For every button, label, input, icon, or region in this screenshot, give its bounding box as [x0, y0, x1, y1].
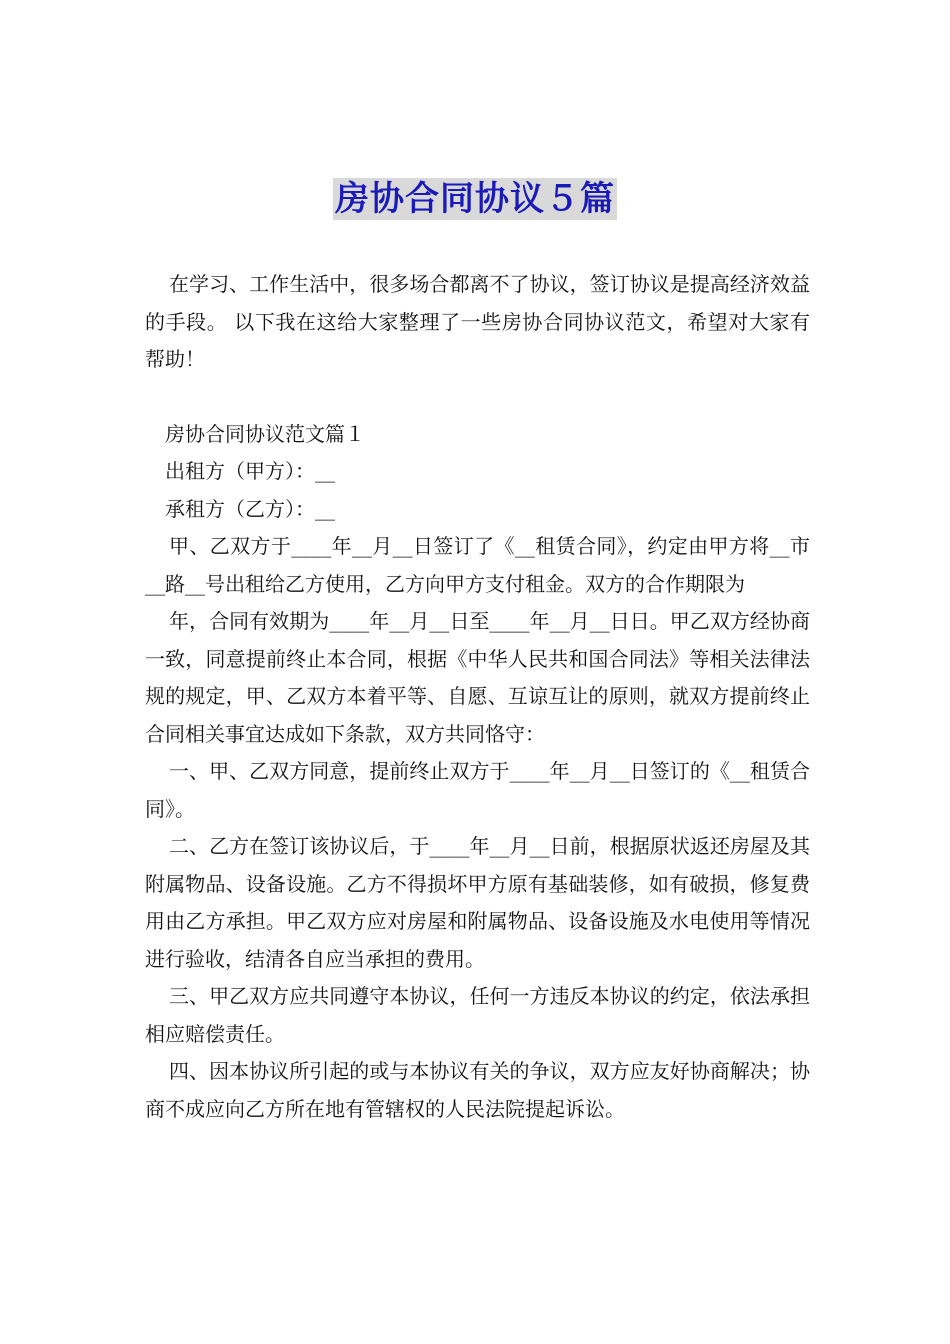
intro-paragraph: 在学习、工作生活中，很多场合都离不了协议，签订协议是提高经济效益的手段。 以下我在这给大家整理了一些房协合同协议范文，希望对大家有帮助！	[145, 272, 810, 371]
agreement-paragraph: 年，合同有效期为____年__月__日至____年__月__日日。甲乙双方经协商一致，同意提前终止本合同，根据《中华人民共和国合同法》等相关法律法规的规定，甲、乙双方本着平等、自愿、互谅互让的原则，就双方提前终止合同相关事宜达成如下条款，双方共同恪守：	[145, 609, 810, 746]
lessor-line: 出租方（甲方）：__	[165, 459, 335, 483]
page-title: 房协合同协议５篇	[335, 179, 615, 219]
clause-four: 四、因本协议所引起的或与本协议有关的争议，双方应友好协商解决；协商不成应向乙方所在地有管辖权的人民法院提起诉讼。	[145, 1059, 810, 1121]
section-heading: 房协合同协议范文篇１	[165, 421, 365, 446]
clause-one: 一、甲、乙双方同意，提前终止双方于____年__月__日签订的《__租赁合同》。	[145, 759, 810, 821]
clause-three: 三、甲乙双方应共同遵守本协议，任何一方违反本协议的约定，依法承担相应赔偿责任。	[145, 984, 810, 1046]
title-block	[0, 178, 950, 220]
clause-two: 二、乙方在签订该协议后，于____年__月__日前，根据原状返还房屋及其附属物品、设备设施。乙方不得损坏甲方原有基础装修，如有破损，修复费用由乙方承担。甲乙双方应对房屋和附属物品、设备设施及水电使用等情况进行验收，结清各自应当承担的费用。	[145, 834, 810, 971]
lessee-line: 承租方（乙方）：__	[165, 496, 335, 521]
document-body	[145, 266, 810, 1128]
agreement-paragraph: 甲、乙双方于____年__月__日签订了《__租赁合同》，约定由甲方将__市__路__号出租给乙方使用，乙方向甲方支付租金。双方的合作期限为	[145, 534, 810, 596]
